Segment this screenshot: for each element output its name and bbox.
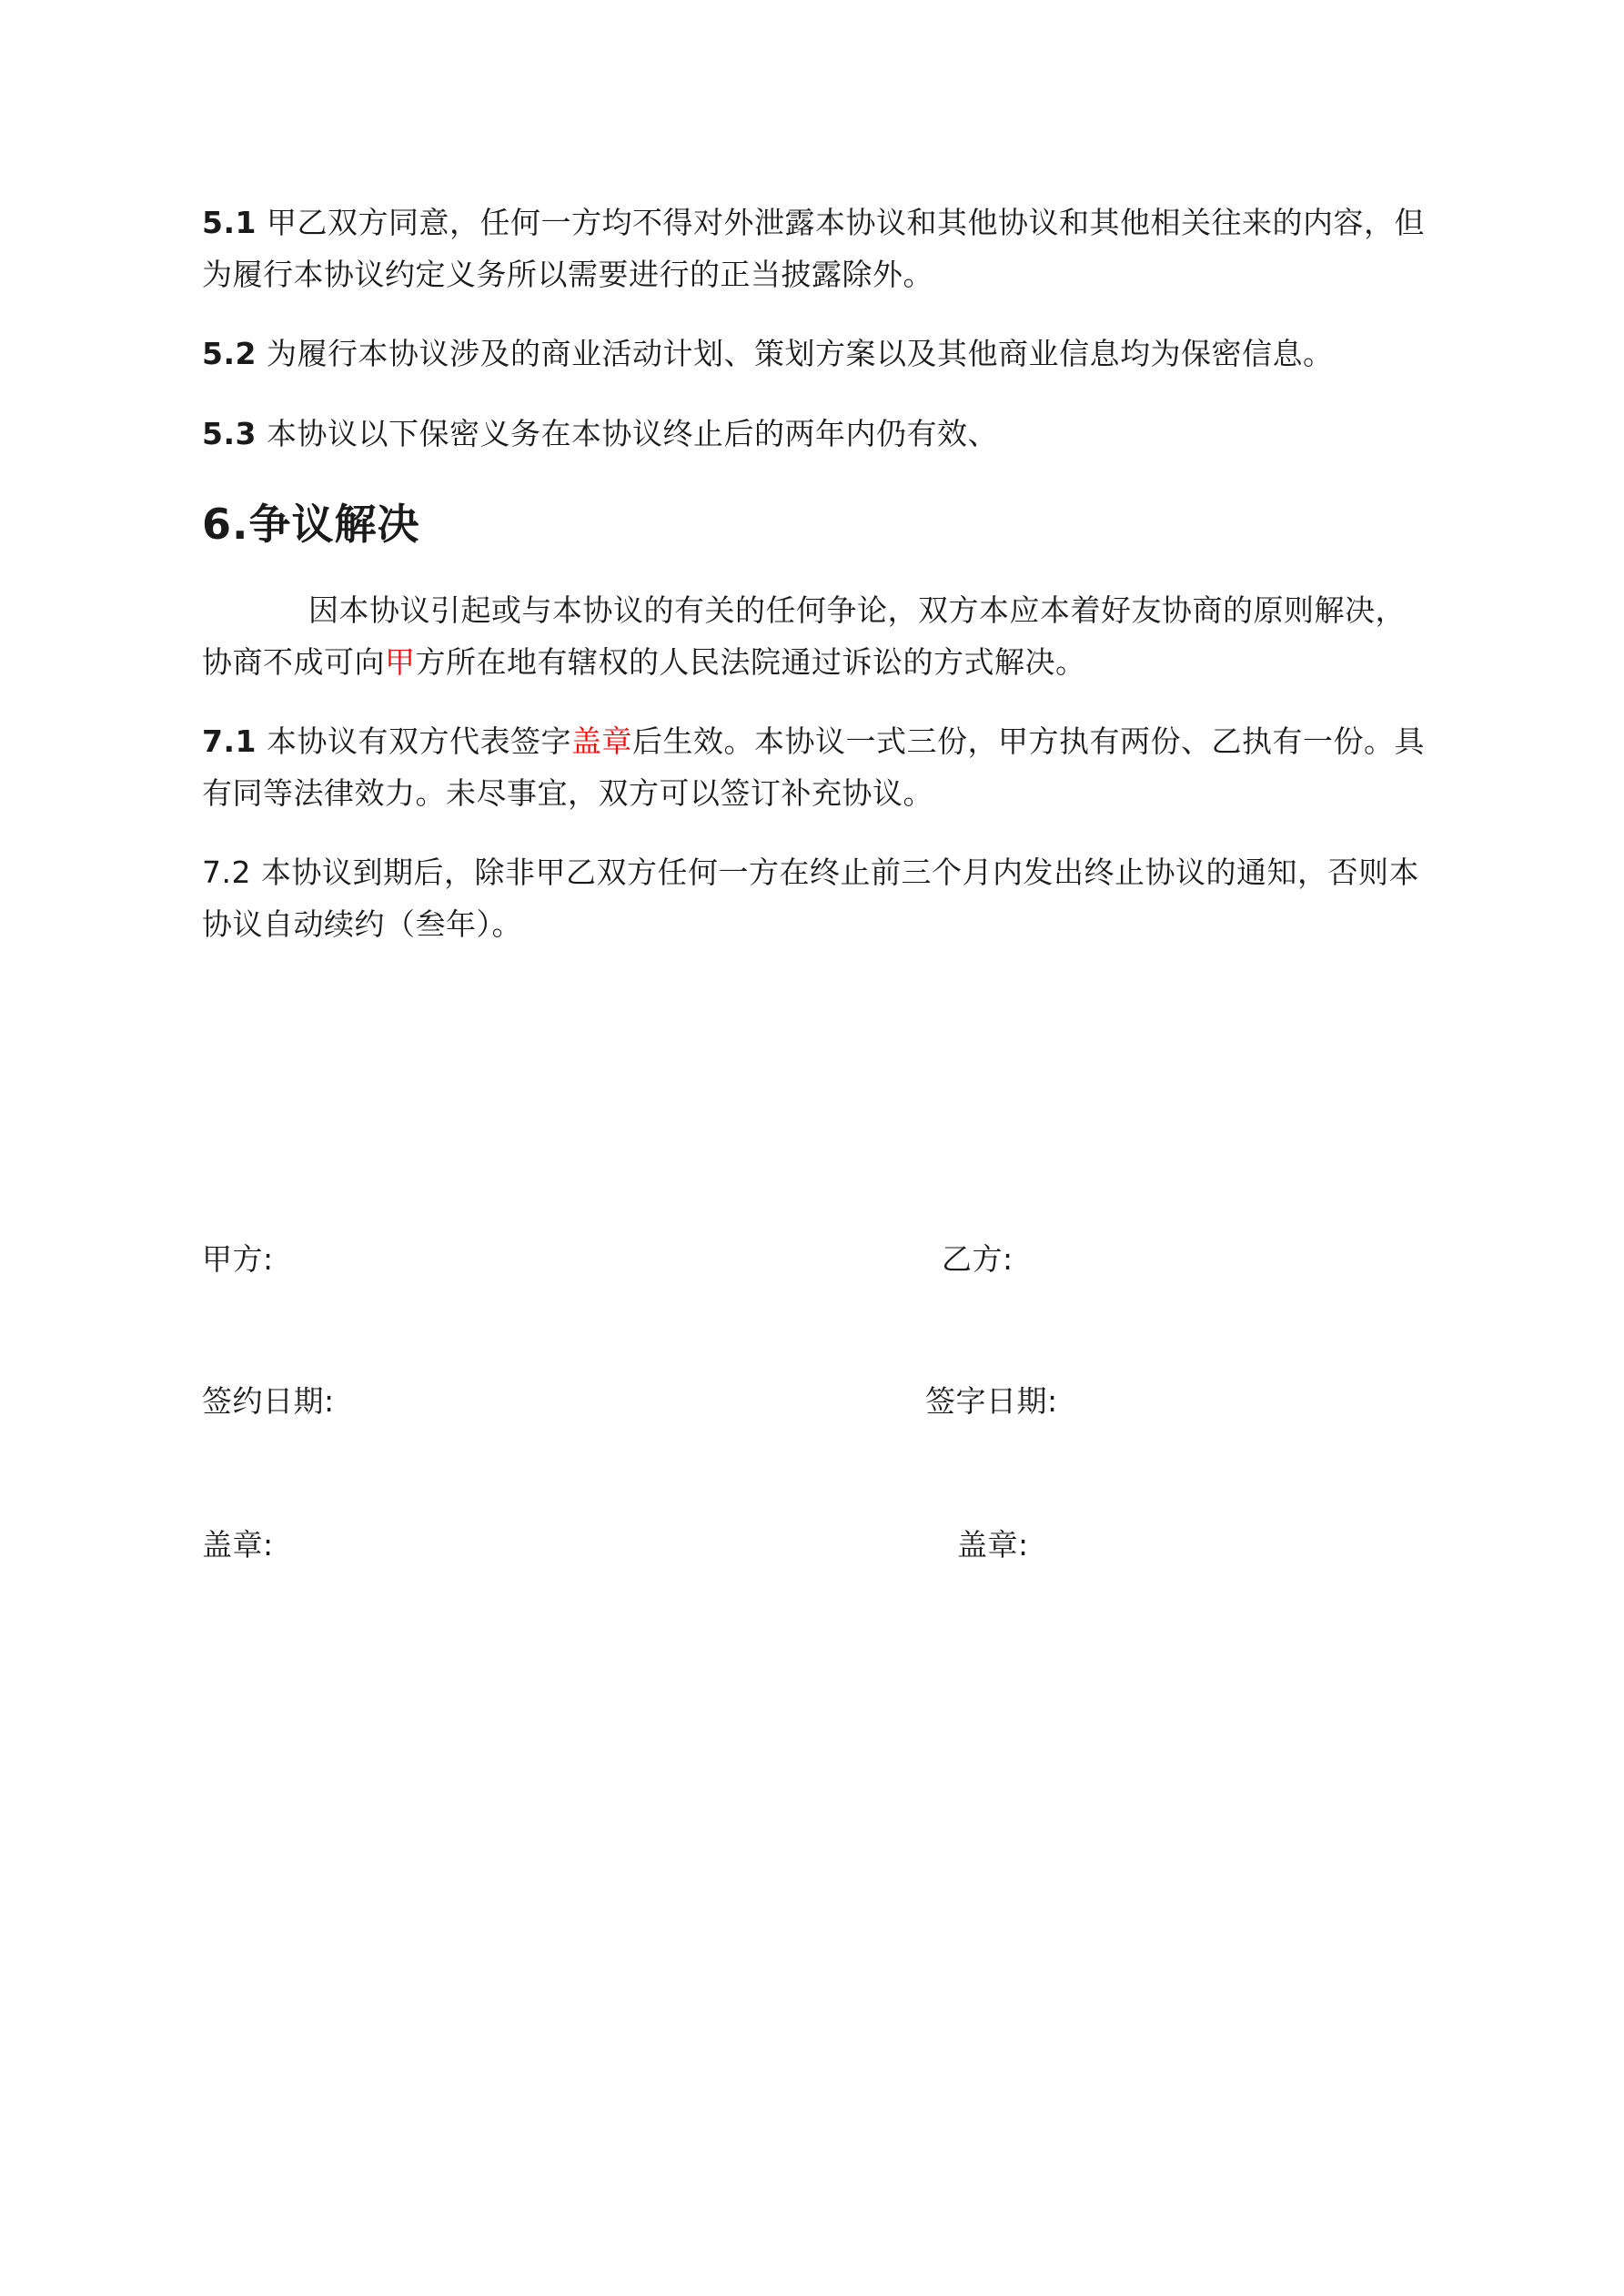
- paragraph-text: 方所在地有辖权的人民法院通过诉讼的方式解决。: [415, 644, 1086, 680]
- clause-7-1: [202, 715, 1432, 819]
- clause-text: 7.2 本协议到期后，除非甲乙双方任何一方在终止前三个月内发出终止协议的通知，否则本协议自动续约（叁年）。: [202, 855, 1419, 942]
- clause-text: 后生效。本协议一式三份，甲方执有两份、乙执有一份。具有同等法律效力。未尽事宜，双方可以签订补充协议。: [202, 723, 1425, 811]
- party-a-label: 甲方:: [202, 1241, 274, 1277]
- sign-date-label: 签约日期:: [202, 1383, 335, 1419]
- clause-number: 7.1: [202, 723, 257, 759]
- clause-5-3: [202, 408, 1432, 460]
- clause-text: 本协议以下保密义务在本协议终止后的两年内仍有效、: [266, 416, 998, 451]
- highlighted-text: 甲: [385, 644, 416, 680]
- paragraph-text: 因本协议引起或与本协议的有关的任何争论，双方本应本着好友协商的原则解决，协商不成可向: [202, 592, 1406, 680]
- seal-a-label: 盖章:: [202, 1527, 274, 1563]
- clause-text: 甲乙双方同意，任何一方均不得对外泄露本协议和其他协议和其他相关往来的内容，但为履行本协议约定义务所以需要进行的正当披露除外。: [202, 205, 1425, 292]
- highlighted-text: 盖章: [570, 723, 632, 759]
- clause-number: 5.3: [202, 416, 257, 451]
- section-6-heading: 6.争议解决: [202, 500, 420, 549]
- section-6-paragraph: [202, 584, 1432, 688]
- clause-7-2: [202, 846, 1432, 950]
- party-b-label: 乙方:: [942, 1241, 1014, 1277]
- clause-text: 为履行本协议涉及的商业活动计划、策划方案以及其他商业信息均为保密信息。: [266, 336, 1334, 371]
- seal-b-label: 盖章:: [957, 1527, 1029, 1563]
- clause-text: 本协议有双方代表签字: [266, 723, 571, 759]
- clause-5-2: [202, 328, 1432, 379]
- clause-5-1: [202, 197, 1432, 300]
- clause-number: 5.2: [202, 336, 257, 371]
- signature-date-label: 签字日期:: [925, 1383, 1058, 1419]
- clause-number: 5.1: [202, 205, 257, 240]
